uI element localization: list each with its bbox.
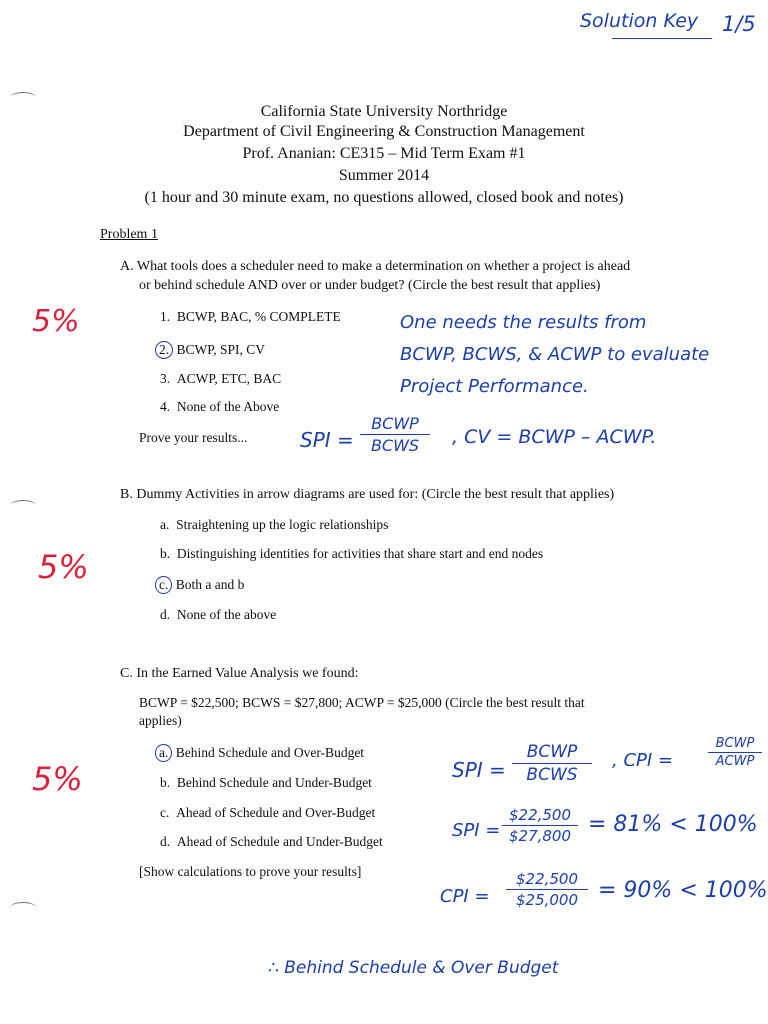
selected-circle: 2. [155, 341, 173, 359]
score-mark-b: 5% [38, 548, 89, 586]
page-mark: 1/5 [722, 12, 756, 36]
score-mark-a: 5% [32, 304, 80, 339]
university-name: California State University Northridge [260, 103, 508, 120]
handwritten-answer-a-line1: One needs the results from [400, 312, 647, 333]
solution-key-note: Solution Key [580, 10, 699, 32]
option-b-b: b. Distinguishing identities for activities that share start and end nodes [160, 546, 544, 561]
option-a-1: 1. BCWP, BAC, % COMPLETE [160, 309, 341, 324]
hw-spi-calc-fraction: $22,500 $27,800 [502, 806, 578, 845]
option-a-2: 2. BCWP, SPI, CV [160, 341, 265, 359]
option-b-a: a. Straightening up the logic relationships [160, 517, 389, 532]
hw-cpi-label: , CPI = [612, 750, 673, 771]
binder-hole [10, 500, 36, 511]
hw-cpi-calc-fraction: $22,500 $25,000 [506, 870, 588, 909]
department-name: Department of Civil Engineering & Construction Management [183, 123, 585, 140]
solution-key-underline [612, 38, 712, 39]
option-b-c: c. Both a and b [160, 576, 244, 594]
show-calculations-label: [Show calculations to prove your results] [139, 864, 362, 879]
score-mark-c: 5% [32, 760, 83, 798]
hw-cpi-calc-result: = 90% < 100% [598, 878, 768, 903]
option-c-d: d. Ahead of Schedule and Under-Budget [160, 834, 383, 849]
binder-hole [10, 92, 36, 103]
hw-spi-calc-label: SPI = [452, 820, 501, 841]
question-b-prompt: B. Dummy Activities in arrow diagrams are used for: (Circle the best result that applies) [120, 487, 615, 502]
handwritten-answer-a-line3: Project Performance. [400, 376, 589, 397]
option-c-c: c. Ahead of Schedule and Over-Budget [160, 805, 376, 820]
exam-term: Summer 2014 [338, 167, 430, 184]
spi-fraction: BCWP BCWS [360, 414, 430, 455]
course-title: Prof. Ananian: CE315 – Mid Term Exam #1 [242, 145, 526, 162]
option-a-3: 3. ACWP, ETC, BAC [160, 371, 282, 386]
spi-label: SPI = [300, 428, 354, 452]
question-a-prompt: A. What tools does a scheduler need to make a determination on whether a project is ahead [120, 259, 631, 274]
hw-spi-calc-result: = 81% < 100% [588, 812, 758, 837]
cv-formula: , CV = BCWP – ACWP. [452, 426, 657, 448]
selected-circle: a. [155, 744, 172, 762]
hw-conclusion: ∴ Behind Schedule & Over Budget [268, 958, 559, 978]
exam-instructions: (1 hour and 30 minute exam, no questions allowed, closed book and notes) [144, 189, 624, 206]
binder-hole [10, 902, 36, 913]
hw-spi-label: SPI = [452, 758, 506, 782]
option-c-b: b. Behind Schedule and Under-Budget [160, 775, 372, 790]
selected-circle: c. [155, 576, 172, 594]
question-c-given-cont: applies) [139, 713, 182, 728]
problem-title: Problem 1 [100, 227, 158, 242]
prove-label: Prove your results... [139, 430, 248, 445]
handwritten-answer-a-line2: BCWP, BCWS, & ACWP to evaluate [400, 344, 710, 365]
question-c-given: BCWP = $22,500; BCWS = $27,800; ACWP = $25,000 (Circle the best result that [139, 695, 585, 710]
hw-spi-fraction: BCWP BCWS [512, 742, 592, 785]
hw-cpi-fraction: BCWP ACWP [708, 736, 762, 769]
option-b-d: d. None of the above [160, 607, 277, 622]
option-a-4: 4. None of the Above [160, 399, 280, 414]
question-c-prompt: C. In the Earned Value Analysis we found: [120, 666, 359, 681]
question-a-prompt-cont: or behind schedule AND over or under budget? (Circle the best result that applies) [139, 278, 601, 293]
option-c-a: a. Behind Schedule and Over-Budget [160, 744, 364, 762]
hw-cpi-calc-label: CPI = [440, 886, 490, 907]
